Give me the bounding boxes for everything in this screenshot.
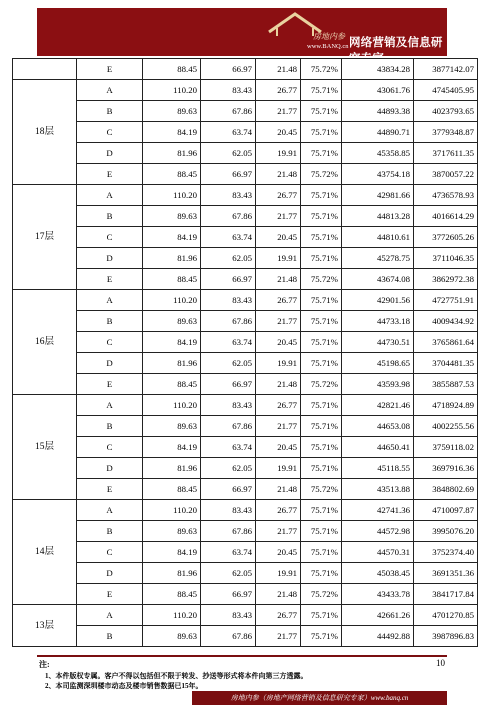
- value-cell-e: 45198.65: [342, 353, 414, 374]
- value-cell-f: 4009434.92: [414, 311, 478, 332]
- value-cell-d: 75.71%: [301, 500, 342, 521]
- value-cell-a: 88.45: [143, 479, 201, 500]
- value-cell-e: 44572.98: [342, 521, 414, 542]
- value-cell-e: 44813.28: [342, 206, 414, 227]
- floor-cell: 14层: [13, 500, 77, 605]
- value-cell-d: 75.71%: [301, 458, 342, 479]
- value-cell-e: 44893.38: [342, 101, 414, 122]
- value-cell-e: 45358.85: [342, 143, 414, 164]
- table-row: [13, 353, 478, 374]
- floor-cell: 13层: [13, 605, 77, 647]
- unit-cell: E: [77, 164, 143, 185]
- value-cell-e: 45278.75: [342, 248, 414, 269]
- value-cell-c: 26.77: [256, 605, 301, 626]
- value-cell-a: 81.96: [143, 563, 201, 584]
- value-cell-f: 4718924.89: [414, 395, 478, 416]
- value-cell-d: 75.72%: [301, 374, 342, 395]
- unit-cell: C: [77, 122, 143, 143]
- unit-cell: E: [77, 374, 143, 395]
- notes-heading: 注:: [39, 660, 50, 669]
- value-cell-e: 43754.18: [342, 164, 414, 185]
- value-cell-e: 45118.55: [342, 458, 414, 479]
- value-cell-c: 21.77: [256, 206, 301, 227]
- value-cell-b: 67.86: [201, 626, 256, 647]
- value-cell-b: 67.86: [201, 416, 256, 437]
- value-cell-e: 43674.08: [342, 269, 414, 290]
- floor-cell: 15层: [13, 395, 77, 500]
- table-row: [13, 185, 478, 206]
- table-row: [13, 479, 478, 500]
- value-cell-b: 67.86: [201, 206, 256, 227]
- value-cell-b: 63.74: [201, 122, 256, 143]
- value-cell-e: 44890.71: [342, 122, 414, 143]
- value-cell-f: 3691351.36: [414, 563, 478, 584]
- unit-cell: C: [77, 332, 143, 353]
- value-cell-a: 89.63: [143, 311, 201, 332]
- value-cell-f: 3752374.40: [414, 542, 478, 563]
- value-cell-c: 20.45: [256, 542, 301, 563]
- value-cell-d: 75.71%: [301, 311, 342, 332]
- value-cell-e: 44492.88: [342, 626, 414, 647]
- value-cell-c: 21.77: [256, 416, 301, 437]
- value-cell-b: 67.86: [201, 101, 256, 122]
- value-cell-f: 3772605.26: [414, 227, 478, 248]
- value-cell-b: 83.43: [201, 395, 256, 416]
- unit-cell: C: [77, 227, 143, 248]
- value-cell-f: 4736578.93: [414, 185, 478, 206]
- table-row: [13, 143, 478, 164]
- value-cell-b: 63.74: [201, 332, 256, 353]
- value-cell-d: 75.71%: [301, 332, 342, 353]
- value-cell-f: 3877142.07: [414, 59, 478, 80]
- header-banner: [37, 8, 447, 65]
- value-cell-c: 26.77: [256, 185, 301, 206]
- logo-text: 房地内参: [313, 32, 345, 41]
- value-cell-b: 66.97: [201, 164, 256, 185]
- table-row: [13, 374, 478, 395]
- value-cell-f: 3855887.53: [414, 374, 478, 395]
- price-table-container: [12, 58, 478, 647]
- value-cell-d: 75.72%: [301, 59, 342, 80]
- unit-cell: E: [77, 479, 143, 500]
- unit-cell: D: [77, 563, 143, 584]
- value-cell-d: 75.71%: [301, 122, 342, 143]
- unit-cell: A: [77, 605, 143, 626]
- unit-cell: E: [77, 584, 143, 605]
- value-cell-b: 83.43: [201, 605, 256, 626]
- value-cell-f: 3862972.38: [414, 269, 478, 290]
- value-cell-a: 110.20: [143, 500, 201, 521]
- value-cell-e: 44650.41: [342, 437, 414, 458]
- value-cell-e: 44810.61: [342, 227, 414, 248]
- table-row: [13, 584, 478, 605]
- value-cell-b: 67.86: [201, 521, 256, 542]
- value-cell-f: 3848802.69: [414, 479, 478, 500]
- table-row: [13, 605, 478, 626]
- value-cell-c: 19.91: [256, 563, 301, 584]
- value-cell-f: 4745405.95: [414, 80, 478, 101]
- value-cell-f: 3870057.22: [414, 164, 478, 185]
- unit-cell: B: [77, 521, 143, 542]
- table-row: [13, 269, 478, 290]
- value-cell-c: 19.91: [256, 458, 301, 479]
- value-cell-a: 88.45: [143, 584, 201, 605]
- value-cell-e: 42741.36: [342, 500, 414, 521]
- value-cell-c: 19.91: [256, 353, 301, 374]
- value-cell-b: 62.05: [201, 143, 256, 164]
- value-cell-f: 4710097.87: [414, 500, 478, 521]
- value-cell-a: 81.96: [143, 143, 201, 164]
- value-cell-c: 21.48: [256, 269, 301, 290]
- floor-cell: 18层: [13, 80, 77, 185]
- value-cell-e: 45038.45: [342, 563, 414, 584]
- value-cell-b: 66.97: [201, 479, 256, 500]
- value-cell-a: 89.63: [143, 101, 201, 122]
- value-cell-b: 62.05: [201, 458, 256, 479]
- table-row: [13, 206, 478, 227]
- value-cell-b: 83.43: [201, 80, 256, 101]
- value-cell-c: 20.45: [256, 122, 301, 143]
- footer-bar: 房地内参（房地产网络营销及信息研究专家）www.banq.cn: [192, 691, 447, 705]
- unit-cell: D: [77, 458, 143, 479]
- value-cell-f: 3841717.84: [414, 584, 478, 605]
- value-cell-e: 42821.46: [342, 395, 414, 416]
- value-cell-c: 19.91: [256, 248, 301, 269]
- value-cell-a: 89.63: [143, 521, 201, 542]
- value-cell-b: 66.97: [201, 374, 256, 395]
- value-cell-d: 75.71%: [301, 80, 342, 101]
- value-cell-a: 88.45: [143, 269, 201, 290]
- value-cell-a: 88.45: [143, 374, 201, 395]
- value-cell-c: 20.45: [256, 437, 301, 458]
- value-cell-d: 75.71%: [301, 521, 342, 542]
- value-cell-b: 66.97: [201, 59, 256, 80]
- value-cell-b: 66.97: [201, 584, 256, 605]
- value-cell-f: 4701270.85: [414, 605, 478, 626]
- value-cell-e: 42901.56: [342, 290, 414, 311]
- value-cell-d: 75.71%: [301, 542, 342, 563]
- value-cell-f: 3717611.35: [414, 143, 478, 164]
- value-cell-a: 88.45: [143, 164, 201, 185]
- value-cell-f: 3987896.83: [414, 626, 478, 647]
- value-cell-a: 110.20: [143, 80, 201, 101]
- table-row: [13, 80, 478, 101]
- table-row: [13, 500, 478, 521]
- value-cell-e: 44730.51: [342, 332, 414, 353]
- table-row: [13, 458, 478, 479]
- floor-cell: 16层: [13, 290, 77, 395]
- value-cell-a: 84.19: [143, 542, 201, 563]
- value-cell-a: 89.63: [143, 416, 201, 437]
- page-number: 10: [436, 658, 445, 668]
- value-cell-c: 21.77: [256, 521, 301, 542]
- value-cell-d: 75.71%: [301, 101, 342, 122]
- value-cell-d: 75.71%: [301, 605, 342, 626]
- value-cell-e: 44570.31: [342, 542, 414, 563]
- value-cell-b: 62.05: [201, 563, 256, 584]
- unit-cell: D: [77, 353, 143, 374]
- value-cell-e: 44733.18: [342, 311, 414, 332]
- table-row: [13, 248, 478, 269]
- value-cell-b: 63.74: [201, 542, 256, 563]
- value-cell-b: 83.43: [201, 185, 256, 206]
- value-cell-d: 75.71%: [301, 206, 342, 227]
- value-cell-d: 75.71%: [301, 143, 342, 164]
- table-row: [13, 59, 478, 80]
- table-row: [13, 563, 478, 584]
- table-row: [13, 311, 478, 332]
- unit-cell: E: [77, 269, 143, 290]
- table-row: [13, 164, 478, 185]
- value-cell-f: 3765861.64: [414, 332, 478, 353]
- value-cell-c: 19.91: [256, 143, 301, 164]
- value-cell-e: 43513.88: [342, 479, 414, 500]
- value-cell-d: 75.71%: [301, 290, 342, 311]
- unit-cell: B: [77, 206, 143, 227]
- value-cell-d: 75.72%: [301, 584, 342, 605]
- value-cell-a: 84.19: [143, 437, 201, 458]
- value-cell-f: 4002255.56: [414, 416, 478, 437]
- value-cell-a: 81.96: [143, 248, 201, 269]
- unit-cell: B: [77, 416, 143, 437]
- unit-cell: E: [77, 59, 143, 80]
- value-cell-c: 21.77: [256, 626, 301, 647]
- value-cell-d: 75.72%: [301, 269, 342, 290]
- value-cell-a: 84.19: [143, 227, 201, 248]
- table-row: [13, 521, 478, 542]
- unit-cell: A: [77, 500, 143, 521]
- value-cell-d: 75.71%: [301, 563, 342, 584]
- value-cell-e: 42661.26: [342, 605, 414, 626]
- unit-cell: D: [77, 143, 143, 164]
- value-cell-e: 43593.98: [342, 374, 414, 395]
- unit-cell: D: [77, 248, 143, 269]
- value-cell-a: 84.19: [143, 332, 201, 353]
- value-cell-e: 44653.08: [342, 416, 414, 437]
- table-row: [13, 227, 478, 248]
- value-cell-b: 62.05: [201, 353, 256, 374]
- value-cell-c: 20.45: [256, 332, 301, 353]
- value-cell-c: 26.77: [256, 500, 301, 521]
- value-cell-c: 20.45: [256, 227, 301, 248]
- unit-cell: A: [77, 290, 143, 311]
- floor-cell: 17层: [13, 185, 77, 290]
- value-cell-c: 21.48: [256, 59, 301, 80]
- value-cell-d: 75.71%: [301, 185, 342, 206]
- unit-cell: B: [77, 626, 143, 647]
- value-cell-d: 75.71%: [301, 353, 342, 374]
- table-row: [13, 626, 478, 647]
- value-cell-e: 43433.78: [342, 584, 414, 605]
- value-cell-d: 75.72%: [301, 164, 342, 185]
- value-cell-d: 75.71%: [301, 437, 342, 458]
- logo-url: www.BANQ.cn: [307, 43, 349, 50]
- value-cell-d: 75.71%: [301, 248, 342, 269]
- floor-cell: [13, 59, 77, 80]
- value-cell-b: 62.05: [201, 248, 256, 269]
- value-cell-c: 21.48: [256, 584, 301, 605]
- value-cell-a: 110.20: [143, 605, 201, 626]
- value-cell-c: 21.48: [256, 479, 301, 500]
- notes-section: [37, 655, 447, 707]
- price-table: [12, 58, 478, 647]
- value-cell-c: 21.48: [256, 164, 301, 185]
- table-row: [13, 395, 478, 416]
- notes-line-2: 2、本司监测深圳楼市动态及楼市销售数据已15年。: [45, 682, 203, 690]
- value-cell-a: 110.20: [143, 395, 201, 416]
- value-cell-d: 75.71%: [301, 227, 342, 248]
- unit-cell: B: [77, 311, 143, 332]
- value-cell-b: 83.43: [201, 290, 256, 311]
- value-cell-b: 63.74: [201, 227, 256, 248]
- value-cell-e: 43834.28: [342, 59, 414, 80]
- value-cell-f: 3711046.35: [414, 248, 478, 269]
- value-cell-c: 21.77: [256, 101, 301, 122]
- value-cell-f: 4023793.65: [414, 101, 478, 122]
- value-cell-c: 26.77: [256, 395, 301, 416]
- price-table-body: [13, 59, 478, 647]
- value-cell-e: 42981.66: [342, 185, 414, 206]
- table-row: [13, 290, 478, 311]
- value-cell-a: 84.19: [143, 122, 201, 143]
- table-row: [13, 542, 478, 563]
- value-cell-f: 3704481.35: [414, 353, 478, 374]
- value-cell-c: 26.77: [256, 80, 301, 101]
- value-cell-e: 43061.76: [342, 80, 414, 101]
- value-cell-b: 66.97: [201, 269, 256, 290]
- value-cell-d: 75.72%: [301, 479, 342, 500]
- table-row: [13, 122, 478, 143]
- table-row: [13, 101, 478, 122]
- value-cell-a: 110.20: [143, 185, 201, 206]
- unit-cell: A: [77, 185, 143, 206]
- value-cell-d: 75.71%: [301, 626, 342, 647]
- value-cell-c: 21.48: [256, 374, 301, 395]
- value-cell-f: 3759118.02: [414, 437, 478, 458]
- value-cell-b: 83.43: [201, 500, 256, 521]
- value-cell-d: 75.71%: [301, 395, 342, 416]
- value-cell-c: 21.77: [256, 311, 301, 332]
- unit-cell: A: [77, 395, 143, 416]
- unit-cell: C: [77, 542, 143, 563]
- value-cell-f: 4016614.29: [414, 206, 478, 227]
- value-cell-a: 110.20: [143, 290, 201, 311]
- value-cell-c: 26.77: [256, 290, 301, 311]
- unit-cell: B: [77, 101, 143, 122]
- header-title: 网络营销及信息研究专家: [349, 37, 443, 65]
- value-cell-f: 3779348.87: [414, 122, 478, 143]
- value-cell-d: 75.71%: [301, 416, 342, 437]
- value-cell-a: 81.96: [143, 458, 201, 479]
- value-cell-b: 67.86: [201, 311, 256, 332]
- value-cell-a: 89.63: [143, 626, 201, 647]
- unit-cell: C: [77, 437, 143, 458]
- value-cell-f: 3995076.20: [414, 521, 478, 542]
- table-row: [13, 416, 478, 437]
- value-cell-a: 81.96: [143, 353, 201, 374]
- value-cell-a: 88.45: [143, 59, 201, 80]
- notes-line-1: 1、本件版权专属。客户不得以包括但不限于转发、抄送等形式将本件向第三方透露。: [45, 672, 308, 680]
- value-cell-b: 63.74: [201, 437, 256, 458]
- unit-cell: A: [77, 80, 143, 101]
- table-row: [13, 437, 478, 458]
- table-row: [13, 332, 478, 353]
- value-cell-a: 89.63: [143, 206, 201, 227]
- value-cell-f: 4727751.91: [414, 290, 478, 311]
- value-cell-f: 3697916.36: [414, 458, 478, 479]
